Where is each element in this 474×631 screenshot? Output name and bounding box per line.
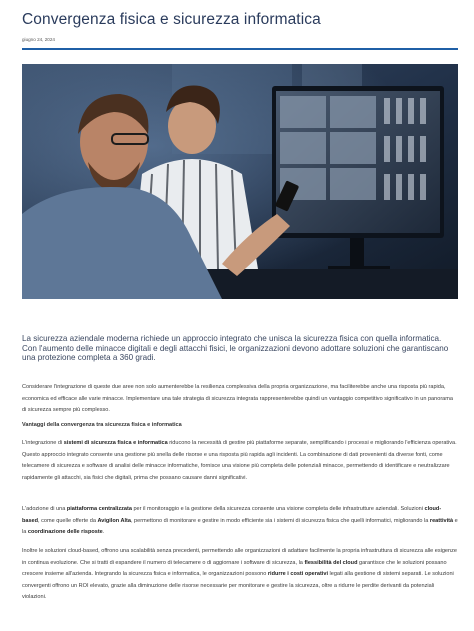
text-run: , permettono di monitorare e gestire in modo efficiente sia i sistemi di sicurezza fisica che quelli informatici, migliorando la (130, 517, 430, 524)
article-date: giugno 24, 2024 (22, 37, 55, 42)
text-run: legati alla gestione di sistemi separati. Le soluzioni convergenti offrono un ROI elevato, grazie alla diminuzione delle risorse necessarie per monitorare e gestire la sicurezza, oltre a ridurre le perdite derivanti da potenziali violazioni. (22, 571, 454, 600)
bold-term: cloud-based (22, 506, 442, 524)
text-run: riducono la necessità di gestire più piattaforme separate, semplificando i processi e migliorando l'efficienza operativa. Questo approccio integrato consente una gestione più snella delle risorse e una risposta più rapida agli incidenti. La combinazione di dati provenienti da diverse fonti, come telecamere di sicurezza e software di analisi delle minacce informatiche, fornisce una visione più completa delle potenziali minacce, permettendo di identificare e neutralizzare rapidamente gli attacchi, sia fisici che digitali, prima che possano causare danni significativi. (22, 440, 457, 481)
text-run: garantisce che le soluzioni possano crescere insieme all'azienda. Integrando la sicurezza fisica e informatica, le organizzazioni possono (22, 559, 447, 577)
text-run: . (102, 529, 105, 535)
bold-term: coordinazione delle risposte (27, 529, 103, 535)
bold-term: sistemi di sicurezza fisica e informatica (63, 440, 168, 446)
paragraph-intro: Considerare l'integrazione di queste due aree non solo aumenterebbe la resilienza complessiva della propria organizzazione, ma faciliterebbe anche una risposta più rapida, economica ed efficace alle varie minacce. Implementare una tale strategia di sicurezza integrata rappresenterebbe quindi un vantaggio competitivo significativo in un panorama di sicurezza sempre più complesso. (22, 384, 453, 413)
section-heading: Vantaggi della convergenza tra sicurezza fisica e informatica (22, 422, 182, 428)
bold-term: reattività (429, 517, 454, 524)
bold-term: flessibilità del cloud (304, 559, 358, 566)
photo-two-people-security-monitor-icon (22, 64, 458, 299)
paragraph-integration (22, 438, 458, 484)
text-run: per il monitoraggio e la gestione della sicurezza consente una visione completa delle infrastrutture aziendali. Soluzioni (131, 506, 425, 512)
text-run: L'adozione di una (22, 506, 67, 512)
bold-term: ridurre i costi operativi (267, 571, 328, 577)
text-run: Inoltre le soluzioni cloud-based, offrono una scalabilità senza precedenti, permettendo alle organizzazioni di adattare facilmente la propria infrastruttura di sicurezza alle esigenze in continua evoluzione. Che si tratti di espandere il numero di telecamere o di aggiornare i software di sicurezza, la (22, 548, 457, 566)
paragraph-cloud-scalability (22, 546, 458, 604)
bold-term: Avigilon Alta (97, 517, 131, 524)
text-run: , come quelle offerte da (38, 517, 98, 524)
text-run: L'integrazione di (22, 440, 64, 446)
bold-term: piattaforma centralizzata (66, 506, 132, 512)
text-run: e la (22, 517, 458, 535)
title-divider (22, 48, 458, 50)
hero-image (22, 64, 458, 299)
paragraph-centralized-platform (22, 504, 458, 539)
article-lead: La sicurezza aziendale moderna richiede un approccio integrato che unisca la sicurezza fisica con quella informatica. Con l'aumento delle minacce digitali e degli attacchi fisici, le organizzazioni devono adottare soluzioni che garantiscano una protezione completa a 360 gradi. (22, 334, 449, 363)
article-title: Convergenza fisica e sicurezza informatica (22, 11, 321, 28)
